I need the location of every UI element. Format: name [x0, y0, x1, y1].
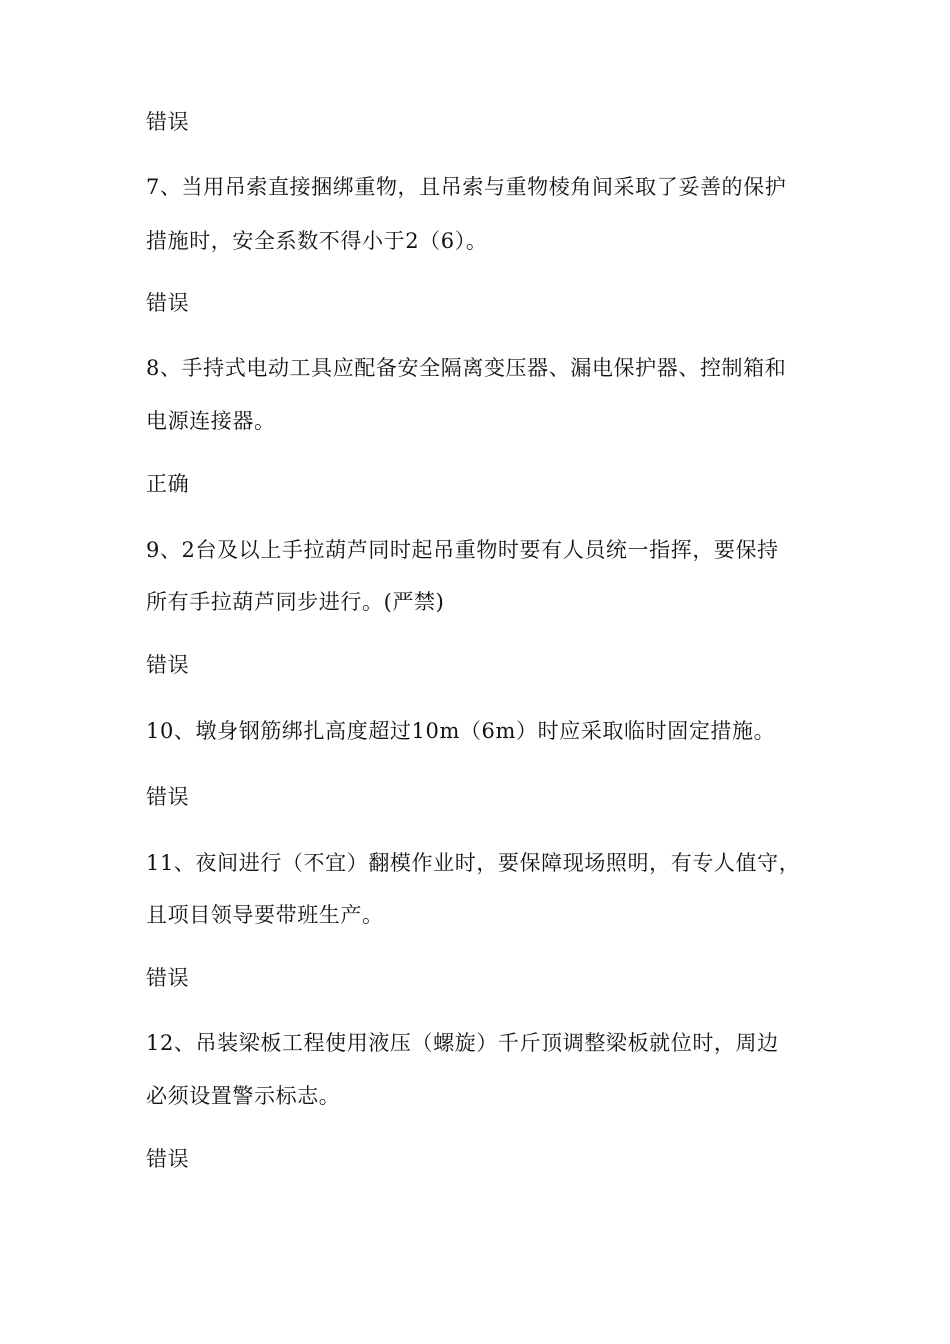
question-7-line-1: 7、当用吊索直接捆绑重物，且吊索与重物棱角间采取了妥善的保护	[146, 175, 787, 199]
question-7-line-2: 措施时，安全系数不得小于2（6）。	[146, 229, 488, 253]
question-12-line-2: 必须设置警示标志。	[146, 1084, 341, 1108]
question-11-line-1: 11、夜间进行（不宜）翻模作业时，要保障现场照明，有专人值守，	[146, 851, 801, 875]
answer-text: 错误	[146, 1147, 190, 1171]
question-9-line-2: 所有手拉葫芦同步进行。(严禁)	[146, 590, 445, 614]
question-10-line-1: 10、墩身钢筋绑扎高度超过10m（6m）时应采取临时固定措施。	[146, 719, 776, 743]
answer-text: 错误	[146, 110, 190, 134]
answer-text: 错误	[146, 785, 190, 809]
question-9-line-1: 9、2台及以上手拉葫芦同时起吊重物时要有人员统一指挥，要保持	[146, 538, 779, 562]
question-8-line-2: 电源连接器。	[146, 409, 276, 433]
question-8-line-1: 8、手持式电动工具应配备安全隔离变压器、漏电保护器、控制箱和	[146, 356, 787, 380]
question-12-line-1: 12、吊装梁板工程使用液压（螺旋）千斤顶调整梁板就位时，周边	[146, 1031, 779, 1055]
answer-text: 错误	[146, 966, 190, 990]
answer-text: 错误	[146, 291, 190, 315]
answer-text: 错误	[146, 653, 190, 677]
answer-text: 正确	[146, 472, 190, 496]
question-11-line-2: 且项目领导要带班生产。	[146, 903, 384, 927]
